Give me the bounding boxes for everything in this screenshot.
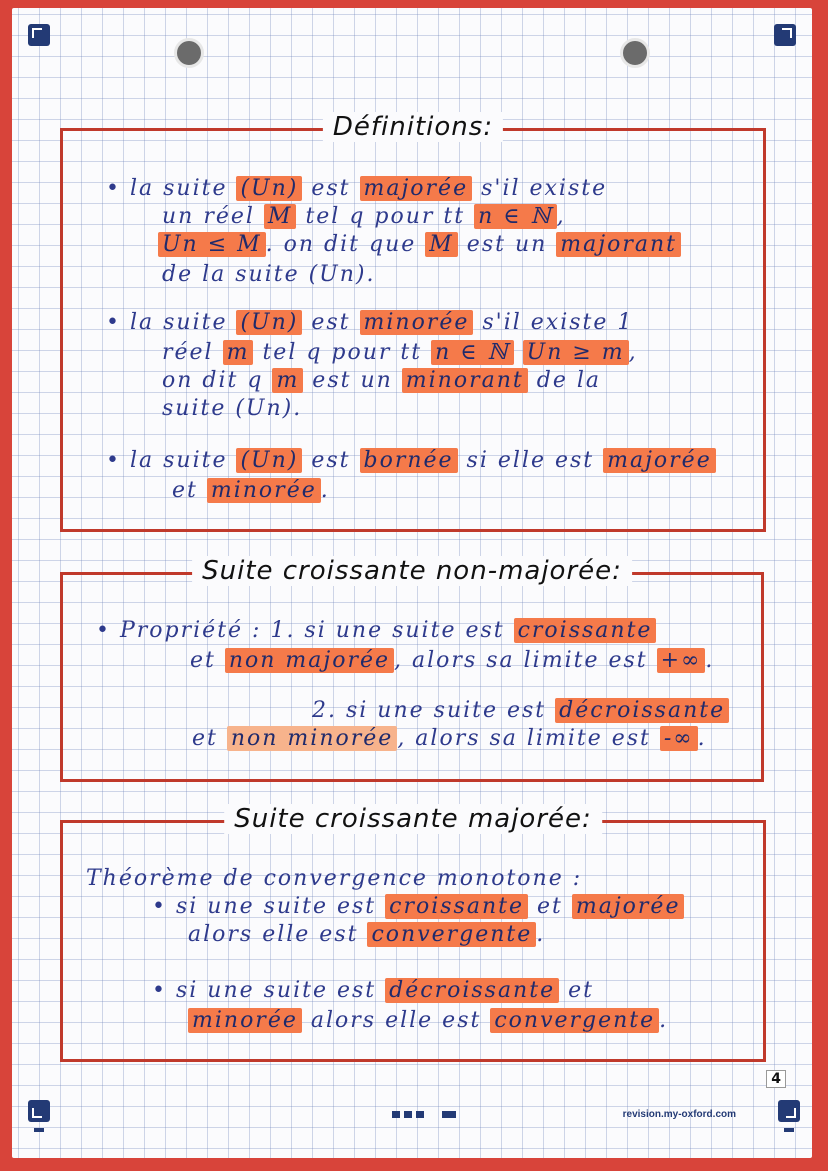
highlighted-term: m [223, 340, 254, 365]
note-text: suite (Un). [162, 396, 303, 421]
note-text: est [302, 176, 360, 201]
highlighted-term: majorée [572, 894, 685, 919]
note-line [312, 698, 729, 723]
note-line [188, 922, 545, 947]
note-text: est un [457, 232, 557, 257]
note-text: . [705, 648, 715, 673]
highlighted-term: (Un) [236, 448, 302, 473]
footer-url: revision.my-oxford.com [622, 1109, 736, 1120]
note-text: on dit q [162, 368, 273, 393]
highlighted-term: +∞ [657, 648, 706, 673]
note-text: . on dit que [265, 232, 426, 257]
note-text: et [528, 894, 572, 919]
footer-marks [392, 1111, 456, 1118]
note-line [162, 340, 638, 365]
section-title: Suite croissante majorée: [224, 804, 602, 834]
highlighted-term: convergente [367, 922, 536, 947]
note-text: . [320, 478, 330, 503]
note-line [162, 368, 601, 393]
highlighted-term: M [425, 232, 458, 257]
highlighted-term: -∞ [660, 726, 698, 751]
highlighted-term: non majorée [225, 648, 394, 673]
note-text: et [190, 648, 225, 673]
note-line [106, 448, 716, 473]
note-text: . [659, 1008, 669, 1033]
highlighted-term: majorée [360, 176, 473, 201]
note-text: s'il existe [472, 176, 608, 201]
note-text: • Propriété : 1. si une suite est [96, 618, 514, 643]
corner-marker-icon [778, 1100, 800, 1122]
note-text: • si une suite est [152, 894, 386, 919]
notebook-page [12, 8, 812, 1158]
note-text: réel [162, 340, 223, 365]
highlighted-term: décroissante [555, 698, 729, 723]
note-text: s'il existe 1 [473, 310, 634, 335]
note-line [162, 262, 375, 287]
highlighted-term: minorant [402, 368, 528, 393]
section-title: Définitions: [323, 112, 503, 142]
note-line [96, 618, 656, 643]
note-text: 2. si une suite est [312, 698, 556, 723]
note-line [106, 176, 607, 201]
punch-hole [174, 38, 204, 68]
note-text: un réel [162, 204, 264, 229]
note-line [190, 648, 714, 673]
note-line [188, 1008, 668, 1033]
note-text [514, 340, 523, 365]
highlighted-term: m [272, 368, 303, 393]
corner-marker-icon [28, 24, 50, 46]
highlighted-term: croissante [514, 618, 657, 643]
highlighted-term: (Un) [236, 310, 302, 335]
highlighted-term: Un ≥ m [523, 340, 629, 365]
page-number: 4 [766, 1070, 786, 1088]
note-text: tel q pour tt [296, 204, 475, 229]
highlighted-term: minorée [188, 1008, 302, 1033]
highlighted-term: M [264, 204, 297, 229]
highlighted-term: Un ≤ M [158, 232, 266, 257]
note-line [162, 204, 566, 229]
corner-bar [784, 1128, 794, 1132]
note-text: si elle est [457, 448, 604, 473]
highlighted-term: non minorée [227, 726, 397, 751]
corner-marker-icon [774, 24, 796, 46]
note-text: est un [303, 368, 402, 393]
highlighted-term: (Un) [236, 176, 302, 201]
note-text: Théorème de convergence monotone : [86, 866, 583, 891]
note-text: , [628, 340, 638, 365]
note-line [152, 978, 594, 1003]
highlighted-term: n ∈ ℕ [474, 204, 557, 229]
note-line [162, 396, 302, 421]
section-title: Suite croissante non-majorée: [192, 556, 632, 586]
note-line [86, 866, 582, 891]
note-text: de la [527, 368, 601, 393]
note-text: , alors sa limite est [394, 648, 657, 673]
note-text: • la suite [106, 448, 237, 473]
highlighted-term: croissante [385, 894, 528, 919]
highlighted-term: convergente [490, 1008, 659, 1033]
note-text: de la suite (Un). [162, 262, 376, 287]
note-line [106, 310, 633, 335]
highlighted-term: décroissante [385, 978, 559, 1003]
note-text: est [302, 448, 360, 473]
note-line [172, 478, 330, 503]
highlighted-term: bornée [360, 448, 458, 473]
note-text: tel q pour tt [253, 340, 432, 365]
corner-bar [34, 1128, 44, 1132]
note-line [158, 232, 681, 257]
highlighted-term: majorée [603, 448, 716, 473]
note-text: est [302, 310, 360, 335]
note-text: , [556, 204, 566, 229]
note-text: • la suite [106, 176, 237, 201]
note-text: et [172, 478, 207, 503]
highlighted-term: minorée [207, 478, 321, 503]
punch-hole [620, 38, 650, 68]
note-line [192, 726, 707, 751]
highlighted-term: majorant [556, 232, 681, 257]
note-text: • la suite [106, 310, 237, 335]
highlighted-term: n ∈ ℕ [431, 340, 514, 365]
note-text: , alors sa limite est [397, 726, 660, 751]
note-text: . [536, 922, 546, 947]
note-text: • si une suite est [152, 978, 386, 1003]
note-text: et [559, 978, 594, 1003]
note-text: alors elle est [188, 922, 368, 947]
corner-marker-icon [28, 1100, 50, 1122]
note-line [152, 894, 684, 919]
note-text: et [192, 726, 227, 751]
note-text: . [697, 726, 707, 751]
note-text: alors elle est [301, 1008, 491, 1033]
highlighted-term: minorée [360, 310, 474, 335]
